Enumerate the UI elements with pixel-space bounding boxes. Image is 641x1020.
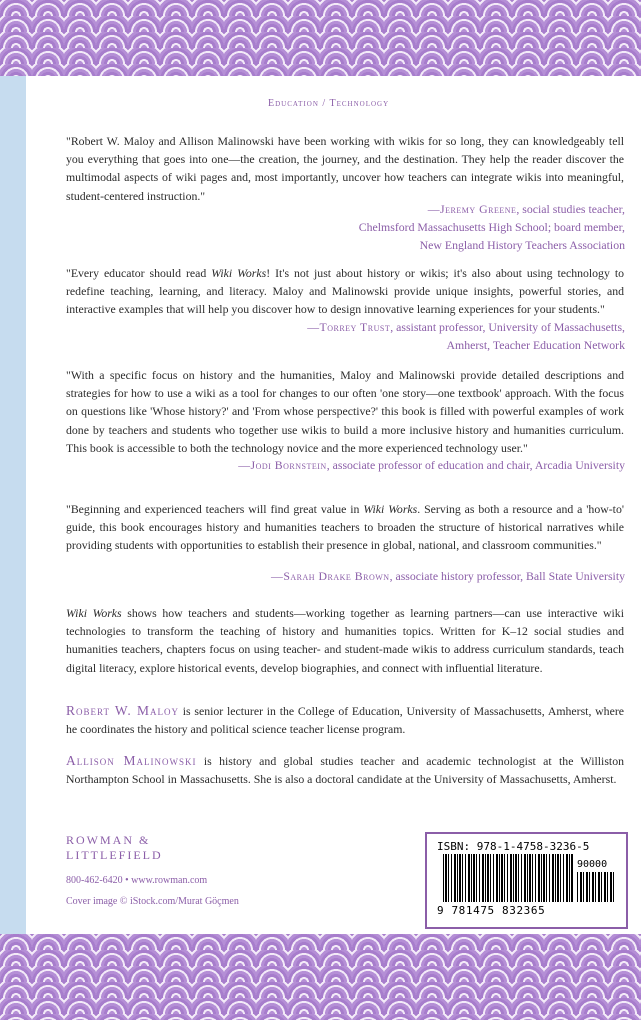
review-quote-4-text-a: "Beginning and experienced teachers will find great value in: [66, 502, 364, 516]
reviewer-affiliation-1a: Chelmsford Massachusetts High School; board member,: [358, 220, 625, 235]
reviewer-affiliation-2: Amherst, Teacher Education Network: [446, 338, 625, 353]
author-bio-2-text: is history and global studies teacher and academic technologist at the Williston Northampton School in Massachusetts. She is also a doctoral candidate at the University of Massachusetts, Amherst.: [66, 754, 624, 787]
author-bio-2: [66, 752, 624, 788]
reviewer-name-1: —Jeremy Greene: [427, 202, 517, 216]
review-attribution-2: [307, 318, 625, 354]
description-text: shows how teachers and students—working together as learning partners—can use interactive wiki technologies to transform the teaching of history and humanities topics. Written for K–12 social studies and humanities teachers, chapters focus on using teacher- and student-made wikis to address curriculum standards, teach digital literacy, explore historical events, develop biographies, and connect with influential literature.: [66, 606, 624, 675]
author-name-2: Allison Malinowski: [66, 753, 197, 768]
reviewer-title-2: , assistant professor, University of Massachusetts,: [390, 320, 625, 334]
reviewer-title-4: , associate history professor, Ball State University: [389, 569, 625, 583]
reviewer-affiliation-1b: New England History Teachers Association: [419, 238, 625, 253]
author-bio-1: [66, 702, 624, 738]
reviewer-name-4: —Sarah Drake Brown: [271, 569, 390, 583]
spine-strip: [0, 76, 26, 934]
review-attribution-3: [238, 456, 625, 474]
isbn-label: ISBN: 978-1-4758-3236-5: [437, 840, 590, 853]
publisher-logo-line2: LITTLEFIELD: [66, 848, 163, 862]
ean-digits: 9 781475 832365: [437, 904, 546, 917]
book-description: [66, 604, 624, 677]
review-quote-3-text: "With a specific focus on history and the humanities, Maloy and Malinowski provide detailed descriptions and strategies for how to use a wiki as a tool for changes to our often 'one story—one textbook' approach. With the focus on questions like 'Whose history?' and 'From whose perspective?' this book is filled with powerful examples of work done by teachers and students who together use wikis to build a more inclusive history and humanities curriculum. This book is accessible to both the technology novice and the more experienced technology user.": [66, 368, 624, 455]
review-attribution-4: [271, 567, 625, 585]
ean-barcode: [443, 854, 573, 902]
author-name-1: Robert W. Maloy: [66, 703, 179, 718]
review-quote-3: [66, 366, 624, 457]
review-quote-2: [66, 264, 624, 319]
review-quote-4-book-title: Wiki Works: [363, 502, 418, 516]
reviewer-name-2: —Torrey Trust: [307, 320, 391, 334]
publisher-logo: [66, 833, 163, 863]
review-attribution-1: [359, 200, 625, 255]
category-label: Education / Technology: [268, 98, 390, 109]
review-quote-2-book-title: Wiki Works: [211, 266, 267, 280]
decorative-pattern-top: [0, 0, 641, 76]
review-quote-4-text-b: . Serving as both a resource and a 'how-to' guide, this book encourages history and humanities teachers to broaden the structure of historical narratives while providing students with opportunities to establish their presence in global, national, and classroom communities.": [66, 502, 624, 553]
review-quote-2-text-a: "Every educator should read: [66, 266, 212, 280]
author-bio-1-text: is senior lecturer in the College of Education, University of Massachusetts, Amherst, where he coordinates the history and political science teacher license program.: [66, 704, 624, 737]
description-book-title: Wiki Works: [66, 606, 122, 620]
publisher-logo-line1: ROWMAN &: [66, 833, 151, 847]
reviewer-title-1: , social studies teacher,: [516, 202, 625, 216]
review-quote-1: [66, 132, 624, 205]
cover-image-credit: Cover image © iStock.com/Murat Göçmen: [66, 896, 239, 907]
price-code: 90000: [577, 859, 608, 870]
price-barcode: [577, 872, 615, 902]
review-quote-2-text-b: ! It's not just about history or wikis; it's also about using technology to redefine teaching, learning, and literacy. Maloy and Malinowski provide unique insights, powerful stories, and interactive examples that will help you discover how to design innovative learning experiences for your students.": [66, 266, 624, 317]
isbn-barcode-box: [425, 832, 628, 929]
review-quote-1-text: "Robert W. Maloy and Allison Malinowski have been working with wikis for so long, they can knowledgeably tell you everything that goes into one—the creation, the journey, and the destination. They help the reader discover the multimodal aspects of wiki pages and, most importantly, uncover how teachers can integrate wikis into meaningful, student-centered instruction.": [66, 134, 624, 203]
reviewer-title-3: , associate professor of education and chair, Arcadia University: [326, 458, 625, 472]
decorative-pattern-bottom: [0, 934, 641, 1020]
publisher-contact: 800-462-6420 • www.rowman.com: [66, 875, 208, 886]
review-quote-4: [66, 500, 624, 555]
reviewer-name-3: —Jodi Bornstein: [238, 458, 327, 472]
